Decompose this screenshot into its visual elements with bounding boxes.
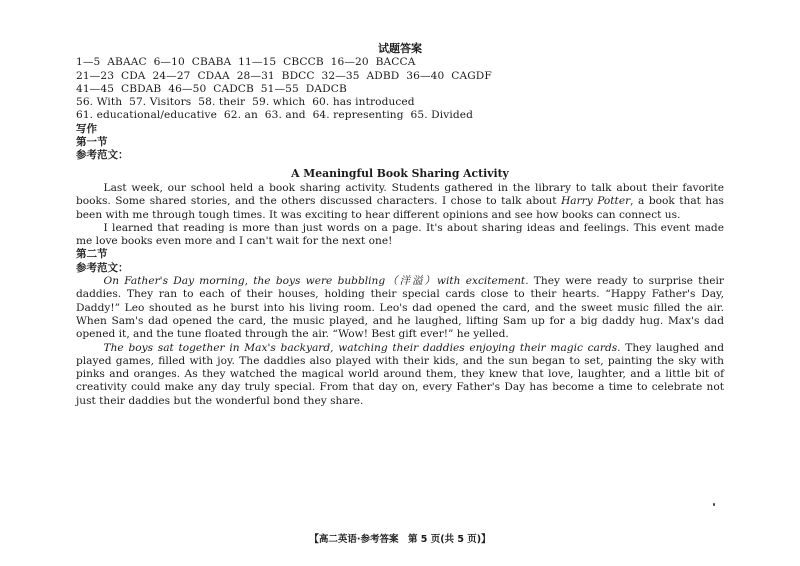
sample-essay-label: 参考范文： (76, 149, 129, 162)
writing-heading: 写作 (76, 122, 97, 135)
given-opening-sentence: On Father's Day morning, the boys were bubbling（洋溢）with excitement (103, 275, 526, 288)
answer-line: 21—23 CDA 24—27 CDAA 28—31 BDCC 32—35 ADBD 36—40 CAGDF (76, 69, 492, 82)
paragraph-text: . They were ready to surprise their daddies. They ran to each of their houses, holding their special cards close to their hearts. “Happy Father's Day, Daddy!” Leo shouted as he burst into his living room. Leo's dad opened the card, and the sweet music filled the air. When Sam's dad opened the card, the music played, and he laughed, lifting Sam up for a big daddy hug. Max's dad opened it, and the tune floated through the air. “Wow! Best gift ever!” he yelled. (76, 275, 724, 341)
answer-line: 1—5 ABAAC 6—10 CBABA 11—15 CBCCB 16—20 BACCA (76, 56, 416, 69)
page-footer: 【高二英语·参考答案 第 5 页(共 5 页)】 (309, 534, 491, 545)
continuation-paragraph (76, 275, 724, 341)
scan-speck (713, 503, 715, 506)
section-two-label: 第二节 (76, 248, 108, 261)
given-opening-sentence: The boys sat together in Max's backyard, watching their daddies enjoying their magic cards (103, 341, 618, 354)
sample-essay-label: 参考范文： (76, 261, 129, 274)
paragraph-text: . They laughed and played games, filled with joy. The daddies also played with their kids, and the sun began to set, painting the sky with pinks and oranges. As they watched the magical world around them, they knew that love, laughter, and a little bit of creativity could make any day truly special. From that day on, every Father's Day has become a time to celebrate not just their daddies but the wonderful bond they share. (76, 341, 724, 407)
essay-title: A Meaningful Book Sharing Activity (291, 166, 509, 180)
section-one-label: 第一节 (76, 136, 108, 149)
book-title: Harry Potter (561, 195, 631, 208)
continuation-paragraph (76, 342, 724, 408)
answer-line: 41—45 CBDAB 46—50 CADCB 51—55 DADCB (76, 82, 347, 95)
answer-line: 61. educational/educative 62. an 63. and 64. representing 65. Divided (76, 109, 473, 122)
answer-line: 56. With 57. Visitors 58. their 59. which 60. has introduced (76, 96, 415, 109)
essay-paragraph: I learned that reading is more than just words on a page. It's about sharing ideas and feelings. This event made me love books even more and I can't wait for the next one! (76, 221, 724, 248)
answer-key (76, 56, 724, 122)
paragraph-text: , a book that has been with me through tough times. It was exciting to hear different opinions and see how books can connect us. (76, 195, 724, 221)
paragraph-text: Last week, our school held a book sharing activity. Students gathered in the library to talk about their favorite books. Some shared stories, and the others discussed characters. I chose to talk about (76, 181, 724, 208)
page-title: 试题答案 (378, 42, 422, 55)
answer-document (76, 42, 724, 408)
essay-paragraph (76, 182, 724, 222)
